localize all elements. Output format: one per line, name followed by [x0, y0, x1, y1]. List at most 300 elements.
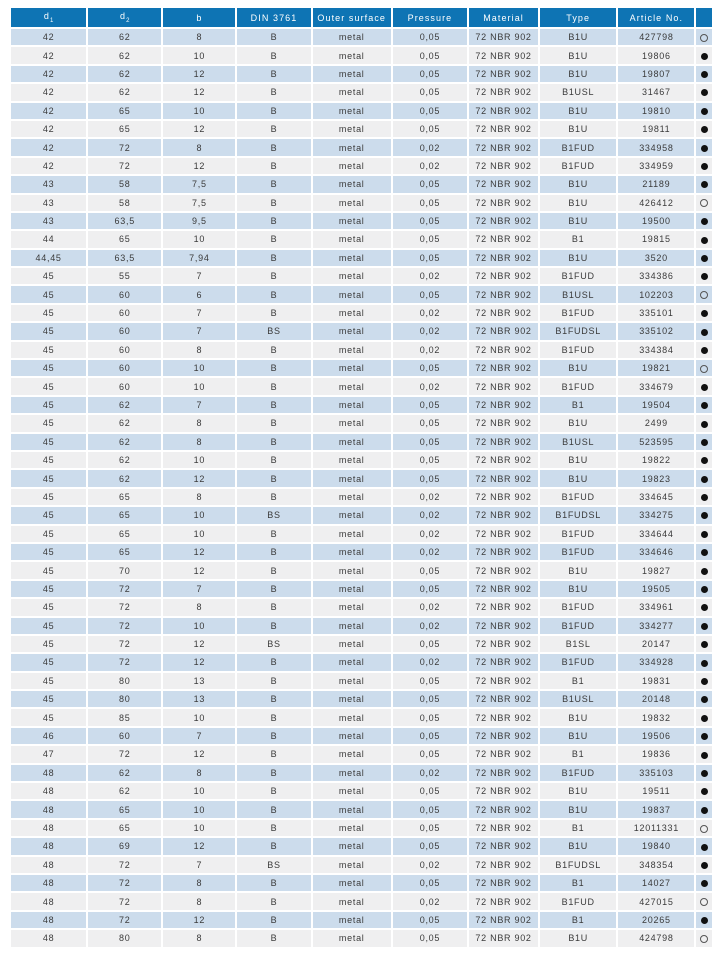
cell-pressure: 0,05 [393, 103, 467, 119]
cell-type: B1FUD [540, 342, 616, 358]
cell-type: B1FUD [540, 599, 616, 615]
availability-cell [696, 66, 712, 82]
cell-article_no: 31467 [618, 84, 694, 100]
cell-d1: 48 [11, 838, 86, 854]
availability-cell [696, 875, 712, 891]
cell-din_3761: B [237, 452, 310, 468]
cell-pressure: 0,05 [393, 562, 467, 578]
filled-circle-icon [701, 807, 708, 814]
cell-din_3761: B [237, 47, 310, 63]
table-row [11, 912, 712, 928]
filled-circle-icon [701, 163, 708, 170]
table-row [11, 397, 712, 413]
table-row [11, 875, 712, 891]
cell-pressure: 0,02 [393, 893, 467, 909]
cell-din_3761: B [237, 66, 310, 82]
availability-cell [696, 893, 712, 909]
cell-pressure: 0,05 [393, 838, 467, 854]
col-header-d1-subscript: 1 [49, 17, 54, 24]
cell-type: B1 [540, 875, 616, 891]
hollow-circle-icon [700, 935, 708, 943]
cell-article_no: 19500 [618, 213, 694, 229]
filled-circle-icon [701, 512, 708, 519]
cell-d2: 60 [88, 286, 161, 302]
availability-cell [696, 857, 712, 873]
cell-b: 8 [163, 415, 235, 431]
cell-article_no: 19810 [618, 103, 694, 119]
cell-b: 7,5 [163, 195, 235, 211]
cell-din_3761: B [237, 415, 310, 431]
cell-din_3761: B [237, 618, 310, 634]
cell-d2: 62 [88, 29, 161, 45]
cell-pressure: 0,05 [393, 434, 467, 450]
filled-circle-icon [701, 439, 708, 446]
cell-b: 8 [163, 139, 235, 155]
availability-cell [696, 360, 712, 376]
cell-material: 72 NBR 902 [469, 581, 538, 597]
cell-b: 10 [163, 709, 235, 725]
cell-din_3761: B [237, 158, 310, 174]
cell-b: 8 [163, 930, 235, 946]
table-row [11, 746, 712, 762]
cell-b: 12 [163, 636, 235, 652]
cell-article_no: 19831 [618, 673, 694, 689]
cell-d1: 48 [11, 765, 86, 781]
cell-type: B1U [540, 709, 616, 725]
cell-material: 72 NBR 902 [469, 709, 538, 725]
cell-b: 7 [163, 323, 235, 339]
cell-type: B1SL [540, 636, 616, 652]
cell-d2: 62 [88, 66, 161, 82]
cell-outer_surface: metal [313, 250, 391, 266]
cell-type: B1FUD [540, 544, 616, 560]
cell-pressure: 0,05 [393, 176, 467, 192]
cell-b: 10 [163, 360, 235, 376]
filled-circle-icon [701, 715, 708, 722]
cell-type: B1U [540, 728, 616, 744]
cell-din_3761: B [237, 360, 310, 376]
cell-d2: 58 [88, 195, 161, 211]
cell-article_no: 426412 [618, 195, 694, 211]
cell-type: B1FUDSL [540, 507, 616, 523]
cell-article_no: 348354 [618, 857, 694, 873]
availability-cell [696, 139, 712, 155]
cell-b: 12 [163, 84, 235, 100]
cell-article_no: 20265 [618, 912, 694, 928]
col-header-pressure: Pressure [393, 8, 467, 27]
cell-din_3761: B [237, 84, 310, 100]
cell-d2: 65 [88, 231, 161, 247]
table-row [11, 820, 712, 836]
cell-outer_surface: metal [313, 838, 391, 854]
cell-material: 72 NBR 902 [469, 654, 538, 670]
cell-outer_surface: metal [313, 452, 391, 468]
cell-material: 72 NBR 902 [469, 103, 538, 119]
cell-type: B1U [540, 47, 616, 63]
cell-din_3761: B [237, 654, 310, 670]
cell-outer_surface: metal [313, 47, 391, 63]
table-row [11, 765, 712, 781]
cell-material: 72 NBR 902 [469, 397, 538, 413]
cell-pressure: 0,05 [393, 231, 467, 247]
table-row [11, 618, 712, 634]
cell-b: 13 [163, 691, 235, 707]
cell-outer_surface: metal [313, 121, 391, 137]
cell-d1: 43 [11, 176, 86, 192]
cell-type: B1 [540, 746, 616, 762]
cell-type: B1U [540, 562, 616, 578]
cell-b: 8 [163, 489, 235, 505]
cell-type: B1FUDSL [540, 323, 616, 339]
cell-d1: 45 [11, 691, 86, 707]
cell-d1: 42 [11, 158, 86, 174]
cell-d2: 80 [88, 673, 161, 689]
cell-pressure: 0,05 [393, 801, 467, 817]
cell-d2: 70 [88, 562, 161, 578]
cell-d2: 72 [88, 618, 161, 634]
cell-type: B1 [540, 397, 616, 413]
filled-circle-icon [701, 696, 708, 703]
cell-material: 72 NBR 902 [469, 139, 538, 155]
filled-circle-icon [701, 255, 708, 262]
cell-pressure: 0,02 [393, 323, 467, 339]
cell-article_no: 3520 [618, 250, 694, 266]
cell-b: 10 [163, 801, 235, 817]
cell-material: 72 NBR 902 [469, 912, 538, 928]
cell-article_no: 334386 [618, 268, 694, 284]
cell-b: 7 [163, 397, 235, 413]
cell-d2: 60 [88, 305, 161, 321]
cell-type: B1U [540, 213, 616, 229]
cell-outer_surface: metal [313, 397, 391, 413]
table-row [11, 103, 712, 119]
cell-d2: 72 [88, 636, 161, 652]
cell-d2: 65 [88, 489, 161, 505]
cell-material: 72 NBR 902 [469, 526, 538, 542]
cell-outer_surface: metal [313, 84, 391, 100]
availability-cell [696, 452, 712, 468]
cell-material: 72 NBR 902 [469, 875, 538, 891]
col-header-d2-subscript: 2 [126, 17, 130, 24]
cell-article_no: 12011331 [618, 820, 694, 836]
col-header-d2-label: d [120, 11, 127, 22]
table-row [11, 268, 712, 284]
availability-cell [696, 286, 712, 302]
cell-type: B1FUD [540, 654, 616, 670]
cell-article_no: 14027 [618, 875, 694, 891]
cell-outer_surface: metal [313, 507, 391, 523]
col-header-outer-surface: Outer surface [313, 8, 391, 27]
cell-type: B1U [540, 250, 616, 266]
hollow-circle-icon [700, 898, 708, 906]
filled-circle-icon [701, 586, 708, 593]
cell-d2: 62 [88, 783, 161, 799]
cell-article_no: 19837 [618, 801, 694, 817]
cell-din_3761: B [237, 342, 310, 358]
cell-din_3761: B [237, 709, 310, 725]
cell-b: 8 [163, 599, 235, 615]
cell-din_3761: B [237, 434, 310, 450]
table-row [11, 378, 712, 394]
cell-material: 72 NBR 902 [469, 195, 538, 211]
cell-b: 10 [163, 820, 235, 836]
cell-d1: 45 [11, 636, 86, 652]
filled-circle-icon [701, 531, 708, 538]
col-header-availability [696, 8, 712, 27]
col-header-b: b [163, 8, 235, 27]
filled-circle-icon [701, 108, 708, 115]
cell-b: 10 [163, 378, 235, 394]
cell-b: 10 [163, 783, 235, 799]
cell-d1: 42 [11, 84, 86, 100]
cell-pressure: 0,05 [393, 470, 467, 486]
availability-cell [696, 434, 712, 450]
hollow-circle-icon [700, 34, 708, 42]
filled-circle-icon [701, 476, 708, 483]
cell-material: 72 NBR 902 [469, 378, 538, 394]
cell-outer_surface: metal [313, 305, 391, 321]
cell-d2: 65 [88, 820, 161, 836]
table-row [11, 507, 712, 523]
cell-material: 72 NBR 902 [469, 728, 538, 744]
cell-type: B1U [540, 452, 616, 468]
cell-din_3761: B [237, 673, 310, 689]
cell-d1: 45 [11, 581, 86, 597]
cell-outer_surface: metal [313, 342, 391, 358]
cell-article_no: 335101 [618, 305, 694, 321]
cell-b: 12 [163, 66, 235, 82]
filled-circle-icon [701, 880, 708, 887]
cell-outer_surface: metal [313, 323, 391, 339]
cell-outer_surface: metal [313, 231, 391, 247]
availability-cell [696, 305, 712, 321]
cell-d1: 43 [11, 195, 86, 211]
cell-article_no: 334277 [618, 618, 694, 634]
col-header-article-no: Article No. [618, 8, 694, 27]
table-row [11, 544, 712, 560]
cell-d2: 65 [88, 121, 161, 137]
cell-d1: 48 [11, 875, 86, 891]
cell-b: 7 [163, 581, 235, 597]
cell-d1: 45 [11, 709, 86, 725]
cell-d1: 45 [11, 360, 86, 376]
cell-material: 72 NBR 902 [469, 562, 538, 578]
cell-d1: 48 [11, 820, 86, 836]
cell-din_3761: B [237, 121, 310, 137]
cell-d1: 45 [11, 286, 86, 302]
cell-article_no: 19821 [618, 360, 694, 376]
cell-outer_surface: metal [313, 526, 391, 542]
cell-pressure: 0,05 [393, 820, 467, 836]
cell-d2: 62 [88, 765, 161, 781]
availability-cell [696, 103, 712, 119]
table-row [11, 415, 712, 431]
cell-din_3761: B [237, 765, 310, 781]
cell-pressure: 0,05 [393, 875, 467, 891]
availability-cell [696, 765, 712, 781]
filled-circle-icon [701, 457, 708, 464]
table-row [11, 801, 712, 817]
cell-d1: 45 [11, 434, 86, 450]
cell-article_no: 102203 [618, 286, 694, 302]
cell-outer_surface: metal [313, 636, 391, 652]
availability-cell [696, 231, 712, 247]
cell-din_3761: B [237, 820, 310, 836]
cell-pressure: 0,02 [393, 139, 467, 155]
cell-b: 10 [163, 526, 235, 542]
availability-cell [696, 691, 712, 707]
availability-cell [696, 581, 712, 597]
cell-article_no: 2499 [618, 415, 694, 431]
cell-b: 10 [163, 231, 235, 247]
cell-din_3761: B [237, 489, 310, 505]
availability-cell [696, 526, 712, 542]
cell-pressure: 0,05 [393, 709, 467, 725]
cell-d1: 43 [11, 213, 86, 229]
cell-article_no: 19836 [618, 746, 694, 762]
cell-type: B1FUD [540, 139, 616, 155]
cell-d1: 48 [11, 893, 86, 909]
cell-d2: 80 [88, 691, 161, 707]
cell-d2: 65 [88, 544, 161, 560]
cell-outer_surface: metal [313, 654, 391, 670]
cell-din_3761: B [237, 581, 310, 597]
cell-d2: 58 [88, 176, 161, 192]
cell-material: 72 NBR 902 [469, 746, 538, 762]
availability-cell [696, 29, 712, 45]
table-row [11, 636, 712, 652]
cell-d1: 48 [11, 783, 86, 799]
availability-cell [696, 47, 712, 63]
cell-d1: 45 [11, 397, 86, 413]
cell-outer_surface: metal [313, 29, 391, 45]
cell-type: B1FUD [540, 378, 616, 394]
cell-pressure: 0,05 [393, 452, 467, 468]
cell-pressure: 0,02 [393, 654, 467, 670]
cell-d2: 80 [88, 930, 161, 946]
table-row [11, 654, 712, 670]
cell-pressure: 0,02 [393, 158, 467, 174]
table-row [11, 526, 712, 542]
cell-d2: 55 [88, 268, 161, 284]
cell-material: 72 NBR 902 [469, 765, 538, 781]
hollow-circle-icon [700, 291, 708, 299]
cell-b: 8 [163, 875, 235, 891]
cell-type: B1 [540, 912, 616, 928]
cell-outer_surface: metal [313, 434, 391, 450]
cell-pressure: 0,05 [393, 66, 467, 82]
cell-b: 7,94 [163, 250, 235, 266]
cell-d2: 72 [88, 139, 161, 155]
cell-d2: 65 [88, 801, 161, 817]
cell-din_3761: B [237, 930, 310, 946]
cell-material: 72 NBR 902 [469, 507, 538, 523]
cell-article_no: 334961 [618, 599, 694, 615]
cell-d2: 60 [88, 378, 161, 394]
cell-pressure: 0,05 [393, 673, 467, 689]
cell-material: 72 NBR 902 [469, 305, 538, 321]
cell-article_no: 19506 [618, 728, 694, 744]
cell-material: 72 NBR 902 [469, 268, 538, 284]
cell-type: B1U [540, 176, 616, 192]
hollow-circle-icon [700, 199, 708, 207]
cell-d2: 60 [88, 360, 161, 376]
availability-cell [696, 544, 712, 560]
cell-outer_surface: metal [313, 581, 391, 597]
cell-material: 72 NBR 902 [469, 599, 538, 615]
table-row [11, 838, 712, 854]
cell-material: 72 NBR 902 [469, 691, 538, 707]
cell-din_3761: BS [237, 507, 310, 523]
cell-d2: 62 [88, 47, 161, 63]
cell-din_3761: B [237, 139, 310, 155]
cell-b: 13 [163, 673, 235, 689]
cell-outer_surface: metal [313, 213, 391, 229]
availability-cell [696, 397, 712, 413]
table-row [11, 29, 712, 45]
filled-circle-icon [701, 660, 708, 667]
cell-type: B1FUD [540, 305, 616, 321]
cell-din_3761: B [237, 103, 310, 119]
table-row [11, 305, 712, 321]
cell-article_no: 334275 [618, 507, 694, 523]
cell-pressure: 0,02 [393, 857, 467, 873]
cell-article_no: 424798 [618, 930, 694, 946]
cell-d2: 65 [88, 103, 161, 119]
cell-article_no: 427015 [618, 893, 694, 909]
cell-outer_surface: metal [313, 544, 391, 560]
cell-d2: 63,5 [88, 213, 161, 229]
filled-circle-icon [701, 402, 708, 409]
cell-din_3761: B [237, 470, 310, 486]
cell-pressure: 0,02 [393, 765, 467, 781]
cell-material: 72 NBR 902 [469, 434, 538, 450]
filled-circle-icon [701, 347, 708, 354]
cell-din_3761: B [237, 838, 310, 854]
cell-outer_surface: metal [313, 746, 391, 762]
cell-outer_surface: metal [313, 765, 391, 781]
cell-article_no: 335102 [618, 323, 694, 339]
cell-material: 72 NBR 902 [469, 857, 538, 873]
cell-type: B1U [540, 470, 616, 486]
cell-outer_surface: metal [313, 176, 391, 192]
filled-circle-icon [701, 752, 708, 759]
cell-pressure: 0,02 [393, 378, 467, 394]
cell-d1: 44 [11, 231, 86, 247]
cell-pressure: 0,05 [393, 746, 467, 762]
cell-din_3761: B [237, 893, 310, 909]
availability-cell [696, 636, 712, 652]
cell-outer_surface: metal [313, 378, 391, 394]
filled-circle-icon [701, 310, 708, 317]
cell-material: 72 NBR 902 [469, 231, 538, 247]
filled-circle-icon [701, 181, 708, 188]
table-row [11, 599, 712, 615]
cell-din_3761: B [237, 213, 310, 229]
filled-circle-icon [701, 126, 708, 133]
cell-article_no: 19807 [618, 66, 694, 82]
cell-d1: 42 [11, 66, 86, 82]
availability-cell [696, 709, 712, 725]
cell-outer_surface: metal [313, 66, 391, 82]
cell-d1: 45 [11, 342, 86, 358]
availability-cell [696, 470, 712, 486]
cell-pressure: 0,02 [393, 544, 467, 560]
cell-d1: 42 [11, 29, 86, 45]
cell-pressure: 0,05 [393, 912, 467, 928]
table-row [11, 342, 712, 358]
cell-pressure: 0,05 [393, 84, 467, 100]
